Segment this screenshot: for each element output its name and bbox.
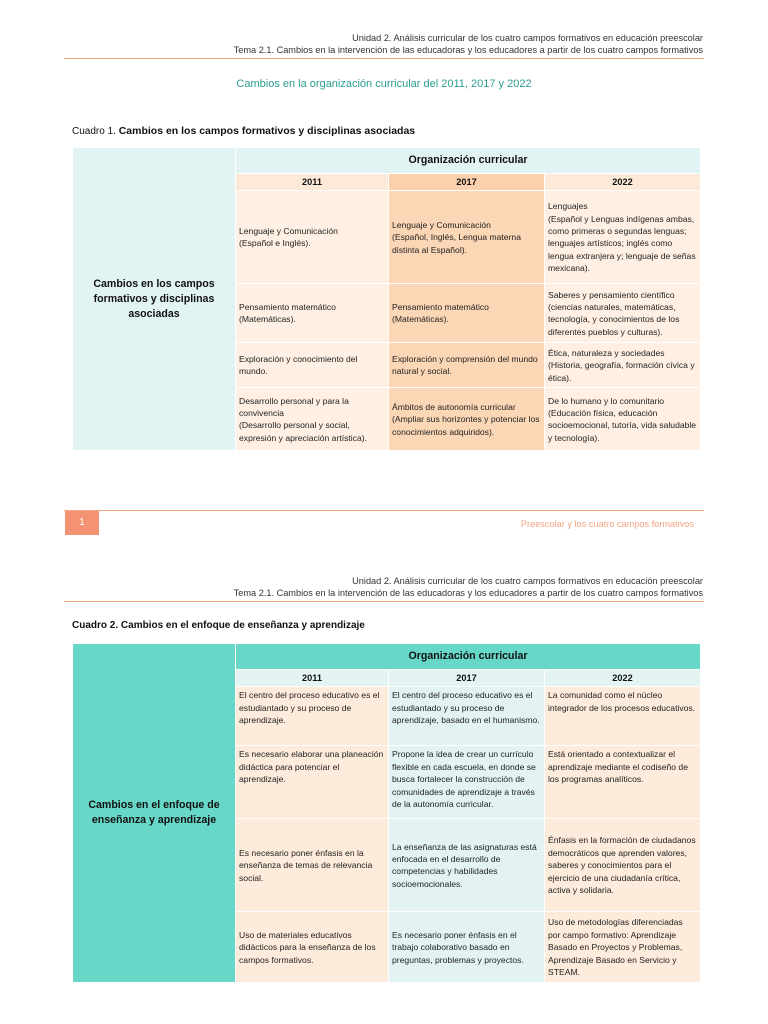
header-divider <box>64 58 704 59</box>
header-topic: Tema 2.1. Cambios en la intervención de las educadoras y los educadores a partir de los cuatro campos formativos <box>233 45 703 55</box>
table1-caption-text: Cambios en los campos formativos y disciplinas asociadas <box>118 125 416 137</box>
table1 <box>72 147 701 451</box>
table2-cell: Énfasis en la formación de ciudadanos democráticos que aprenden valores, saberes y conocimientos para el ejercicio de una ciudadanía crítica, activa y solidaria. <box>545 819 700 911</box>
table2-caption <box>72 620 365 631</box>
header-topic: Tema 2.1. Cambios en la intervención de las educadoras y los educadores a partir de los cuatro campos formativos <box>233 588 703 598</box>
table2-cell: El centro del proceso educativo es el estudiantado y su proceso de aprendizaje, basado en el humanismo. <box>389 687 544 745</box>
table1-caption <box>72 125 415 137</box>
table2-cell: La comunidad como el núcleo integrador de los procesos educativos. <box>545 687 700 745</box>
table1-cell: Desarrollo personal y para la convivencia (Desarrollo personal y social, expresión y apreciación artística). <box>236 388 388 450</box>
table2-year-2011: 2011 <box>236 670 388 686</box>
table2-cell: Es necesario elaborar una planeación didáctica para potenciar el aprendizaje. <box>236 746 388 818</box>
table1-cell: Lenguajes (Español y Lenguas indígenas ambas, como primeras o segundas lenguas; lenguajes artísticos; inglés como lengua extranjera y; lenguaje de señas mexicana). <box>545 191 700 283</box>
table2-caption-text: Cambios en el enfoque de enseñanza y aprendizaje <box>120 620 365 631</box>
table1-side-label: Cambios en los campos formativos y disciplinas asociadas <box>73 148 235 450</box>
table1-cell: Ámbitos de autonomía curricular (Ampliar sus horizontes y potenciar los conocimientos adquiridos). <box>389 388 544 450</box>
table2-cell: Propone la idea de crear un currículo flexible en cada escuela, en donde se busca fortalecer la construcción de comunidades de aprendizaje a través de la autonomía curricular. <box>389 746 544 818</box>
table1-cell: Saberes y pensamiento científico (ciencias naturales, matemáticas, tecnología, y conocimientos de los diferentes pueblos y culturas). <box>545 284 700 342</box>
table2-side-label: Cambios en el enfoque de enseñanza y aprendizaje <box>73 644 235 982</box>
table2-year-2017: 2017 <box>389 670 544 686</box>
header-unit: Unidad 2. Análisis curricular de los cuatro campos formativos en educación preescolar <box>352 33 703 43</box>
table2-cell: Está orientado a contextualizar el aprendizaje mediante el codiseño de los programas analíticos. <box>545 746 700 818</box>
table1-group-header: Organización curricular <box>236 148 700 173</box>
table2-cell: Uso de materiales educativos didácticos para la enseñanza de los campos formativos. <box>236 912 388 982</box>
table2-cell: La enseñanza de las asignaturas está enfocada en el desarrollo de competencias y habilidades socioemocionales. <box>389 819 544 911</box>
table1-cell: Pensamiento matemático (Matemáticas). <box>389 284 544 342</box>
footer-divider <box>64 510 704 511</box>
table1-year-2022: 2022 <box>545 174 700 190</box>
table1-year-2011: 2011 <box>236 174 388 190</box>
table1-cell: Lenguaje y Comunicación (Español, Inglés, Lengua materna distinta al Español). <box>389 191 544 283</box>
table2-cell: El centro del proceso educativo es el estudiantado y su proceso de aprendizaje. <box>236 687 388 745</box>
table2 <box>72 643 701 983</box>
table2-group-header: Organización curricular <box>236 644 700 669</box>
header-unit: Unidad 2. Análisis curricular de los cuatro campos formativos en educación preescolar <box>352 576 703 586</box>
table1-cell: Exploración y comprensión del mundo natural y social. <box>389 343 544 387</box>
table1-cell: Lenguaje y Comunicación (Español e Inglés). <box>236 191 388 283</box>
table1-caption-prefix: Cuadro 1. <box>72 126 116 137</box>
page-number: 1 <box>65 511 99 535</box>
table2-cell: Es necesario poner énfasis en la enseñanza de temas de relevancia social. <box>236 819 388 911</box>
table2-year-2022: 2022 <box>545 670 700 686</box>
header-divider-2 <box>64 601 704 602</box>
table2-cell: Es necesario poner énfasis en el trabajo colaborativo basado en preguntas, problemas y proyectos. <box>389 912 544 982</box>
table2-cell: Uso de metodologías diferenciadas por campo formativo: Aprendizaje Basado en Proyectos y Problemas, Aprendizaje Basado en Servicio y STEAM. <box>545 912 700 982</box>
page-header-2 <box>234 575 703 599</box>
page-header <box>234 32 703 56</box>
table1-cell: Exploración y conocimiento del mundo. <box>236 343 388 387</box>
footer-text: Preescolar y los cuatro campos formativos <box>520 519 694 529</box>
table1-cell: Ética, naturaleza y sociedades (Historia, geografía, formación cívica y ética). <box>545 343 700 387</box>
table1-cell: Pensamiento matemático (Matemáticas). <box>236 284 388 342</box>
document-title: Cambios en la organización curricular del 2011, 2017 y 2022 <box>236 78 532 90</box>
table1-year-2017: 2017 <box>389 174 544 190</box>
table1-cell: De lo humano y lo comunitario (Educación física, educación socioemocional, tutoría, vida saludable y tecnología). <box>545 388 700 450</box>
table2-caption-prefix: Cuadro 2. <box>72 620 119 631</box>
